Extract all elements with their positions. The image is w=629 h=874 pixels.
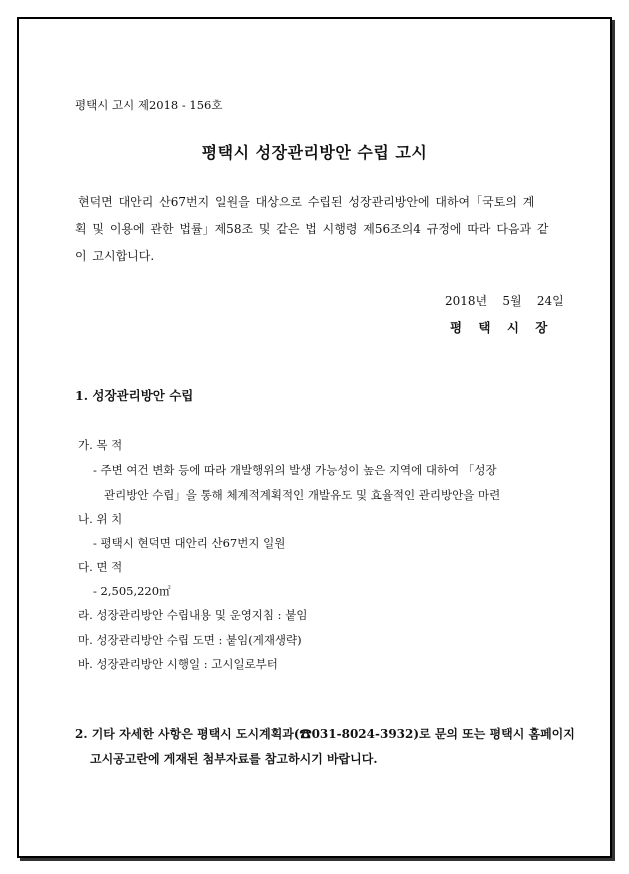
item-location-label: 나. 위 치 (78, 512, 123, 526)
section2-line-2: 고시공고란에 게재된 첨부자료를 참고하시기 바랍니다. (90, 752, 378, 766)
item-purpose-line-2: 관리방안 수립」을 통해 체계적계획적인 개발유도 및 효율적인 관리방안을 마련 (104, 488, 501, 502)
item-area-label: 다. 면 적 (78, 560, 123, 574)
item-purpose-line-1: - 주변 여건 변화 등에 따라 개발행위의 발생 가능성이 높은 지역에 대하여 「성장 (93, 463, 497, 477)
notice-date (445, 293, 564, 309)
item-effective-date: 바. 성장관리방안 시행일 : 고시일로부터 (78, 657, 278, 671)
body-line-2: 획 및 이용에 관한 법률」제58조 및 같은 법 시행령 제56조의4 규정에 따라 다음과 같 (75, 222, 549, 236)
notice-number: 평택시 고시 제2018 - 156호 (75, 98, 223, 112)
page-title: 평택시 성장관리방안 수립 고시 (201, 143, 428, 162)
date-day: 24일 (536, 294, 564, 308)
item-area-line: - 2,505,220㎡ (93, 584, 171, 598)
date-month: 5월 (502, 294, 522, 308)
date-year: 2018년 (445, 294, 488, 308)
body-line-1: 현덕면 대안리 산67번지 일원을 대상으로 수립된 성장관리방안에 대하여「국토의 계 (78, 195, 535, 209)
body-line-3: 이 고시합니다. (75, 249, 155, 263)
item-contents: 라. 성장관리방안 수립내용 및 운영지침 : 붙임 (78, 608, 308, 622)
item-purpose-label: 가. 목 적 (78, 438, 123, 452)
section2-line-1: 2. 기타 자세한 사항은 평택시 도시계획과(☎031-8024-3932)로 문의 또는 평택시 홈페이지 (75, 727, 575, 741)
section1-heading: 1. 성장관리방안 수립 (75, 388, 194, 403)
item-location-line: - 평택시 현덕면 대안리 산67번지 일원 (93, 536, 286, 550)
item-drawing: 마. 성장관리방안 수립 도면 : 붙임(게재생략) (78, 633, 302, 647)
issuer: 평 택 시 장 (450, 320, 554, 335)
